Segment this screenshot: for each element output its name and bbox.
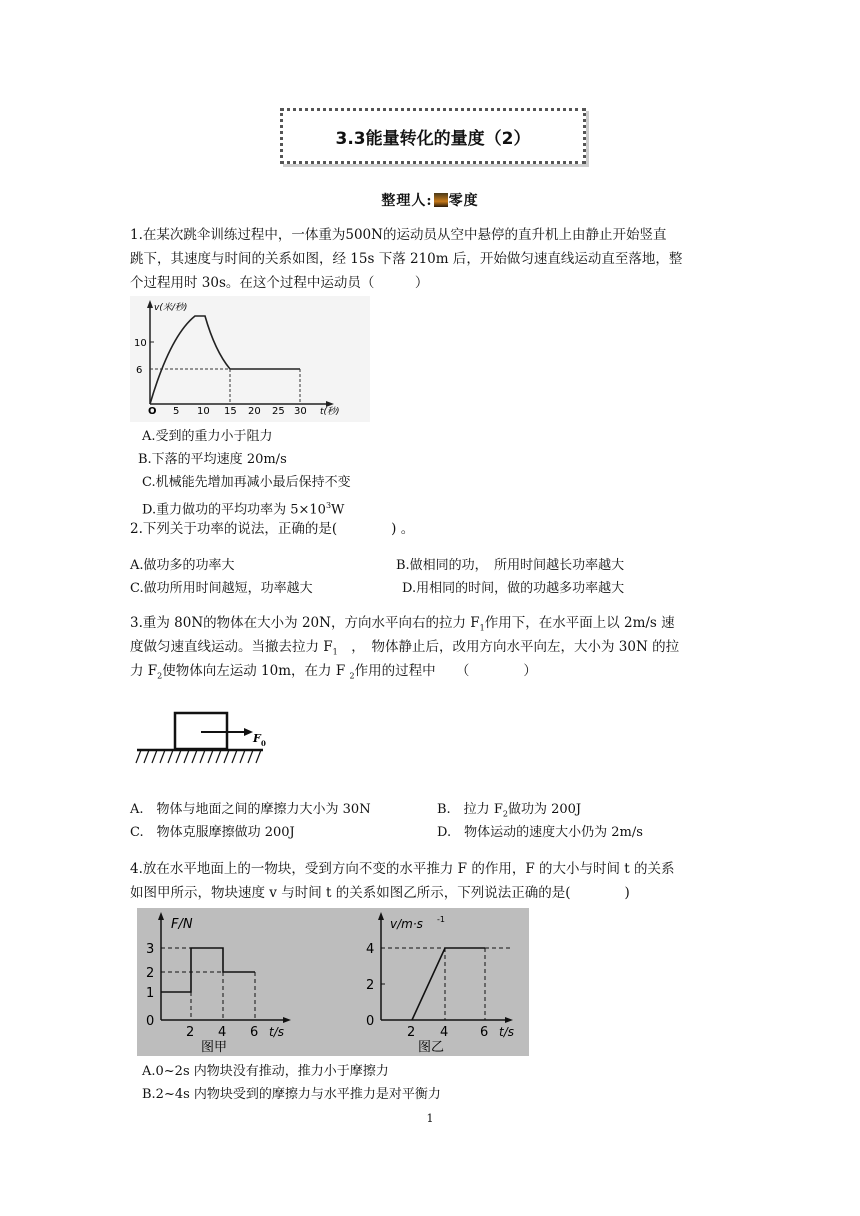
q4-graph-a-ytick: 3: [146, 942, 155, 957]
q4-graph-a-ytick: 2: [146, 966, 155, 981]
q4-graph-b-ytick: 4: [366, 942, 375, 957]
q1-line-1: 1.在某次跳伞训练过程中，一体重为500N的运动员从空中悬停的直升机上由静止开始竖直: [130, 227, 667, 243]
q3-line-3c: 作用的过程中 （ ）: [354, 663, 537, 679]
q1-line-3: 个过程用时 30s。在这个过程中运动员（ ）: [130, 275, 429, 291]
q2-option-b: B.做相同的功， 所用时间越长功率越大: [396, 558, 625, 573]
q1-graph-xtick: 20: [248, 406, 261, 417]
q3-line-3-sub: 2: [157, 671, 163, 681]
q1-option-b: B.下落的平均速度 20m/s: [138, 452, 287, 467]
q1-graph-xtick: 15: [224, 406, 237, 417]
q1-graph-origin: O: [148, 406, 157, 417]
q3-line-3b: 使物体向左运动 10m，在力 F: [162, 663, 350, 679]
author-line: [0, 190, 860, 210]
q4-graph-a-xlabel: t/s: [269, 1025, 284, 1039]
q3-line-3-sub2: 2: [349, 671, 355, 681]
q4-graph-b-caption: 图乙: [418, 1040, 445, 1055]
q3-line-3: [130, 660, 537, 688]
q4-graph-b-xtick: 6: [480, 1025, 489, 1040]
q1-graph-xtick: 10: [197, 406, 210, 417]
q1-graph-xtick: 5: [173, 406, 180, 417]
q3-option-c: C. 物体克服摩擦做功 200J: [130, 825, 295, 840]
q3-option-d: D. 物体运动的速度大小仍为 2m/s: [437, 825, 643, 840]
q2-option-c: C.做功所用时间越短，功率越大: [130, 581, 313, 596]
q4-graph-b-ylabel-exponent: -1: [437, 915, 445, 924]
q4-graph-a-xtick: 4: [218, 1025, 227, 1040]
q1-graph-ylabel: v(米/秒): [154, 303, 188, 313]
q3-line-2b: ， 物体静止后，改用方向水平向左，大小为 30N 的拉: [337, 639, 680, 655]
q3-force-subscript: 0: [261, 739, 266, 748]
page-title: 3.3能量转化的量度（2）: [280, 108, 586, 164]
q4-line-2: 如图甲所示，物块速度 v 与时间 t 的关系如图乙所示，下列说法正确的是( ): [130, 885, 630, 901]
q1-option-a: A.受到的重力小于阻力: [142, 429, 273, 444]
q1-option-c: C.机械能先增加再减小最后保持不变: [142, 475, 351, 490]
q3-line-3a: 力 F: [130, 663, 158, 679]
q3-option-b-text: B. 拉力 F: [437, 802, 503, 817]
q3-line-2-sub: 1: [332, 647, 338, 657]
author-label: 整理人:: [381, 193, 433, 209]
q1-graph-xtick: 25: [272, 406, 285, 417]
author-name: 零度: [448, 193, 479, 209]
q3-option-a: A. 物体与地面之间的摩擦力大小为 30N: [130, 802, 371, 817]
q4-line-1: 4.放在水平地面上的一物块，受到方向不变的水平推力 F 的作用，F 的大小与时间 t 的关系: [130, 861, 675, 877]
q4-graph-b-xtick: 2: [407, 1025, 416, 1040]
q3-block-diagram: [135, 708, 275, 772]
author-avatar-icon: [434, 193, 448, 207]
q1-line-2: 跳下，其速度与时间的关系如图，经 15s 下落 210m 后，开始做匀速直线运动直至落地，整: [130, 251, 683, 267]
q4-graphs-panel: [137, 908, 529, 1056]
q4-graph-b-xtick: 4: [440, 1025, 449, 1040]
q1-graph-y10: 10: [134, 338, 147, 349]
q1-graph-xlabel: t(秒): [320, 407, 340, 417]
q3-line-1b: 作用下，在水平面上以 2m/s 速: [484, 615, 675, 631]
q1-graph-y6: 6: [136, 365, 143, 376]
q3-line-1a: 3.重为 80N的物体在大小为 20N，方向水平向右的拉力 F: [130, 615, 480, 631]
q3-option-b-sub: 2: [502, 809, 508, 819]
q3-line-1-sub: 1: [479, 623, 485, 633]
q2-stem: 2.下列关于功率的说法，正确的是( ) 。: [130, 521, 415, 537]
q3-force-label: F: [253, 732, 261, 745]
q1-option-d-text: D.重力做功的平均功率为 5×10: [142, 502, 326, 518]
q4-graph-a-ytick: 0: [146, 1014, 155, 1029]
page-number: 1: [426, 1112, 434, 1125]
q4-graph-a-ylabel: F/N: [171, 917, 193, 932]
q4-graph-a-xtick: 6: [250, 1025, 259, 1040]
q4-option-a: A.0~2s 内物块没有推动，推力小于摩擦力: [142, 1064, 389, 1079]
q1-option-d-exponent: 3: [325, 501, 332, 510]
q4-graph-b-ytick: 0: [366, 1014, 375, 1029]
q1-velocity-time-graph: [130, 296, 370, 422]
q4-graph-b-xlabel: t/s: [499, 1025, 514, 1039]
q4-graph-b-ylabel: v/m·s: [390, 917, 423, 931]
q4-option-b: B.2~4s 内物块受到的摩擦力与水平推力是对平衡力: [142, 1087, 441, 1102]
q2-option-d: D.用相同的时间，做的功越多功率越大: [402, 581, 625, 596]
q4-graph-b-ytick: 2: [366, 978, 375, 993]
q2-option-a: A.做功多的功率大: [130, 558, 235, 573]
q3-option-b-rest: 做功为 200J: [507, 802, 582, 817]
q4-graph-a-caption: 图甲: [201, 1040, 228, 1055]
q4-graph-a-xtick: 2: [186, 1025, 195, 1040]
q1-graph-xtick: 30: [294, 406, 307, 417]
q3-line-2a: 度做匀速直线运动。当撤去拉力 F: [130, 639, 333, 655]
q1-option-d-unit: W: [331, 502, 345, 518]
q4-graph-a-ytick: 1: [146, 986, 155, 1001]
